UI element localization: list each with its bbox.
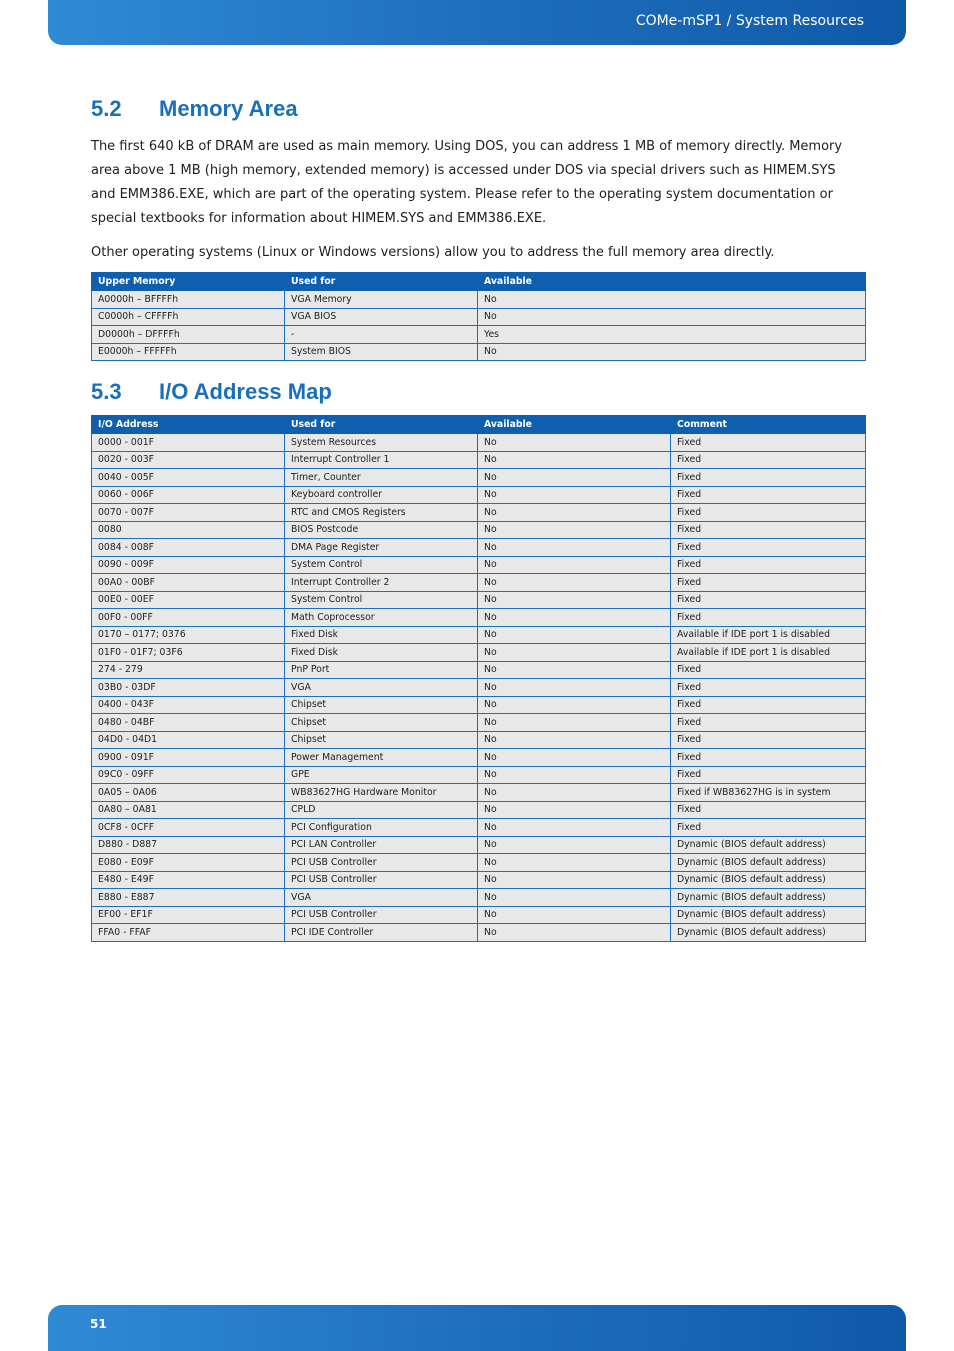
- table-cell: No: [478, 731, 671, 749]
- table-cell: Chipset: [285, 714, 478, 732]
- table-cell: No: [478, 504, 671, 522]
- footer-banner: [48, 1305, 906, 1351]
- table-row: [92, 784, 866, 802]
- table-cell: No: [478, 661, 671, 679]
- table-cell: Dynamic (BIOS default address): [671, 889, 866, 907]
- table-row: [92, 924, 866, 942]
- table-cell: CPLD: [285, 801, 478, 819]
- table-row: [92, 889, 866, 907]
- table-cell: 00A0 - 00BF: [92, 574, 285, 592]
- document-title: COMe-mSP1 / System Resources: [635, 13, 864, 29]
- table-cell: Fixed Disk: [285, 626, 478, 644]
- table-cell: 0480 - 04BF: [92, 714, 285, 732]
- table-cell: No: [478, 451, 671, 469]
- table-cell: Fixed: [671, 731, 866, 749]
- table-row: [92, 291, 866, 309]
- table-cell: No: [478, 591, 671, 609]
- table-cell: GPE: [285, 766, 478, 784]
- section-number: 5.2: [91, 96, 122, 121]
- table-cell: Fixed: [671, 539, 866, 557]
- table-cell: 0070 - 007F: [92, 504, 285, 522]
- table-row: [92, 343, 866, 361]
- table-cell: No: [478, 714, 671, 732]
- table-cell: 274 - 279: [92, 661, 285, 679]
- table-cell: 0084 - 008F: [92, 539, 285, 557]
- table-cell: PCI Configuration: [285, 819, 478, 837]
- table-cell: No: [478, 766, 671, 784]
- table-cell: No: [478, 486, 671, 504]
- column-header: Comment: [671, 416, 866, 434]
- table-row: [92, 521, 866, 539]
- table-row: [92, 308, 866, 326]
- table-cell: 09C0 - 09FF: [92, 766, 285, 784]
- table-cell: D0000h – DFFFFh: [92, 326, 285, 344]
- table-cell: No: [478, 556, 671, 574]
- table-cell: Dynamic (BIOS default address): [671, 836, 866, 854]
- table-cell: No: [478, 836, 671, 854]
- table-cell: 00F0 - 00FF: [92, 609, 285, 627]
- table-cell: Fixed: [671, 504, 866, 522]
- table-cell: Fixed if WB83627HG is in system: [671, 784, 866, 802]
- table-cell: System Control: [285, 591, 478, 609]
- table-cell: 04D0 - 04D1: [92, 731, 285, 749]
- table-cell: -: [285, 326, 478, 344]
- table-header-row: [92, 416, 866, 434]
- table-cell: No: [478, 784, 671, 802]
- table-cell: 03B0 - 03DF: [92, 679, 285, 697]
- table-header-row: [92, 273, 866, 291]
- table-row: [92, 854, 866, 872]
- table-cell: System Resources: [285, 434, 478, 452]
- table-cell: No: [478, 291, 866, 309]
- table-cell: 01F0 - 01F7; 03F6: [92, 644, 285, 662]
- table-cell: 0170 – 0177; 0376: [92, 626, 285, 644]
- table-cell: No: [478, 749, 671, 767]
- table-cell: Fixed: [671, 714, 866, 732]
- table-row: [92, 661, 866, 679]
- table-cell: 00E0 - 00EF: [92, 591, 285, 609]
- io-address-table: [91, 415, 866, 942]
- table-row: [92, 871, 866, 889]
- table-cell: 0A80 – 0A81: [92, 801, 285, 819]
- table-row: [92, 679, 866, 697]
- table-cell: Fixed: [671, 434, 866, 452]
- table-cell: RTC and CMOS Registers: [285, 504, 478, 522]
- table-cell: Dynamic (BIOS default address): [671, 871, 866, 889]
- table-cell: 0900 - 091F: [92, 749, 285, 767]
- column-header: Used for: [285, 273, 478, 291]
- table-cell: 0CF8 - 0CFF: [92, 819, 285, 837]
- table-cell: WB83627HG Hardware Monitor: [285, 784, 478, 802]
- table-cell: No: [478, 539, 671, 557]
- table-row: [92, 609, 866, 627]
- table-row: [92, 626, 866, 644]
- section-title: I/O Address Map: [159, 379, 332, 404]
- table-cell: No: [478, 854, 671, 872]
- table-cell: Fixed: [671, 661, 866, 679]
- upper-memory-table: [91, 272, 866, 361]
- table-cell: Fixed: [671, 469, 866, 487]
- table-cell: E080 - E09F: [92, 854, 285, 872]
- table-cell: No: [478, 308, 866, 326]
- table-cell: Fixed: [671, 556, 866, 574]
- table-cell: Power Management: [285, 749, 478, 767]
- table-row: [92, 434, 866, 452]
- memory-paragraph-2: Other operating systems (Linux or Windows versions) allow you to address the full memory area directly.: [91, 245, 775, 260]
- table-row: [92, 836, 866, 854]
- table-row: [92, 731, 866, 749]
- table-cell: BIOS Postcode: [285, 521, 478, 539]
- table-cell: 0000 - 001F: [92, 434, 285, 452]
- table-cell: No: [478, 626, 671, 644]
- table-cell: PCI LAN Controller: [285, 836, 478, 854]
- table-cell: 0080: [92, 521, 285, 539]
- table-cell: No: [478, 609, 671, 627]
- table-cell: No: [478, 644, 671, 662]
- table-cell: VGA BIOS: [285, 308, 478, 326]
- section-title: Memory Area: [159, 96, 298, 121]
- table-cell: E880 - E887: [92, 889, 285, 907]
- table-cell: No: [478, 871, 671, 889]
- table-cell: 0040 - 005F: [92, 469, 285, 487]
- table-cell: Available if IDE port 1 is disabled: [671, 644, 866, 662]
- table-cell: DMA Page Register: [285, 539, 478, 557]
- table-cell: No: [478, 906, 671, 924]
- column-header: I/O Address: [92, 416, 285, 434]
- table-cell: System Control: [285, 556, 478, 574]
- column-header: Upper Memory: [92, 273, 285, 291]
- table-cell: Fixed: [671, 819, 866, 837]
- table-cell: Chipset: [285, 731, 478, 749]
- table-cell: No: [478, 469, 671, 487]
- table-cell: 0090 - 009F: [92, 556, 285, 574]
- table-cell: Fixed Disk: [285, 644, 478, 662]
- table-cell: C0000h – CFFFFh: [92, 308, 285, 326]
- column-header: Used for: [285, 416, 478, 434]
- table-row: [92, 696, 866, 714]
- table-row: [92, 326, 866, 344]
- table-cell: 0A05 – 0A06: [92, 784, 285, 802]
- table-row: [92, 801, 866, 819]
- table-cell: PCI USB Controller: [285, 871, 478, 889]
- table-row: [92, 539, 866, 557]
- table-row: [92, 574, 866, 592]
- table-row: [92, 749, 866, 767]
- table-cell: Fixed: [671, 609, 866, 627]
- table-cell: Keyboard controller: [285, 486, 478, 504]
- table-row: [92, 591, 866, 609]
- table-cell: No: [478, 801, 671, 819]
- table-row: [92, 556, 866, 574]
- table-cell: PnP Port: [285, 661, 478, 679]
- table-cell: Timer, Counter: [285, 469, 478, 487]
- table-cell: 0400 - 043F: [92, 696, 285, 714]
- table-cell: System BIOS: [285, 343, 478, 361]
- table-cell: Math Coprocessor: [285, 609, 478, 627]
- table-row: [92, 906, 866, 924]
- table-cell: Fixed: [671, 801, 866, 819]
- section-heading-io-address-map: [91, 379, 332, 405]
- table-cell: Available if IDE port 1 is disabled: [671, 626, 866, 644]
- table-cell: Fixed: [671, 749, 866, 767]
- table-cell: VGA Memory: [285, 291, 478, 309]
- table-cell: 0020 - 003F: [92, 451, 285, 469]
- table-cell: 0060 - 006F: [92, 486, 285, 504]
- table-cell: PCI USB Controller: [285, 854, 478, 872]
- column-header: Available: [478, 273, 866, 291]
- table-row: [92, 504, 866, 522]
- table-cell: PCI IDE Controller: [285, 924, 478, 942]
- table-cell: E0000h – FFFFFh: [92, 343, 285, 361]
- table-cell: No: [478, 521, 671, 539]
- table-cell: No: [478, 679, 671, 697]
- memory-paragraph-1: The first 640 kB of DRAM are used as main memory. Using DOS, you can address 1 MB of memory directly. Memory area above 1 MB (high memory, extended memory) is accessed under DOS via special drivers such as HIMEM.SYS and EMM386.EXE, which are part of the operating system. Please refer to the operating system documentation or special textbooks for information about HIMEM.SYS and EMM386.EXE.: [91, 139, 843, 226]
- section-heading-memory-area: [91, 96, 298, 122]
- table-cell: Dynamic (BIOS default address): [671, 854, 866, 872]
- table-row: [92, 819, 866, 837]
- table-cell: No: [478, 889, 671, 907]
- page-number: 51: [90, 1317, 107, 1331]
- table-cell: VGA: [285, 889, 478, 907]
- table-cell: Fixed: [671, 486, 866, 504]
- table-cell: Fixed: [671, 679, 866, 697]
- table-cell: FFA0 - FFAF: [92, 924, 285, 942]
- table-row: [92, 451, 866, 469]
- table-cell: E480 - E49F: [92, 871, 285, 889]
- table-cell: Interrupt Controller 1: [285, 451, 478, 469]
- table-cell: Interrupt Controller 2: [285, 574, 478, 592]
- table-cell: Fixed: [671, 521, 866, 539]
- table-cell: No: [478, 343, 866, 361]
- table-cell: No: [478, 574, 671, 592]
- table-row: [92, 766, 866, 784]
- section-number: 5.3: [91, 379, 122, 404]
- column-header: Available: [478, 416, 671, 434]
- table-row: [92, 486, 866, 504]
- table-cell: D880 - D887: [92, 836, 285, 854]
- table-cell: No: [478, 819, 671, 837]
- table-cell: Dynamic (BIOS default address): [671, 906, 866, 924]
- table-cell: Fixed: [671, 451, 866, 469]
- table-cell: EF00 - EF1F: [92, 906, 285, 924]
- table-row: [92, 644, 866, 662]
- table-cell: Dynamic (BIOS default address): [671, 924, 866, 942]
- table-row: [92, 469, 866, 487]
- table-cell: Fixed: [671, 591, 866, 609]
- table-cell: Chipset: [285, 696, 478, 714]
- table-cell: PCI USB Controller: [285, 906, 478, 924]
- table-cell: Fixed: [671, 696, 866, 714]
- table-cell: Fixed: [671, 766, 866, 784]
- table-cell: No: [478, 696, 671, 714]
- table-cell: VGA: [285, 679, 478, 697]
- table-cell: Yes: [478, 326, 866, 344]
- table-row: [92, 714, 866, 732]
- header-banner: [48, 0, 906, 45]
- table-cell: A0000h – BFFFFh: [92, 291, 285, 309]
- table-cell: No: [478, 434, 671, 452]
- table-cell: Fixed: [671, 574, 866, 592]
- table-cell: No: [478, 924, 671, 942]
